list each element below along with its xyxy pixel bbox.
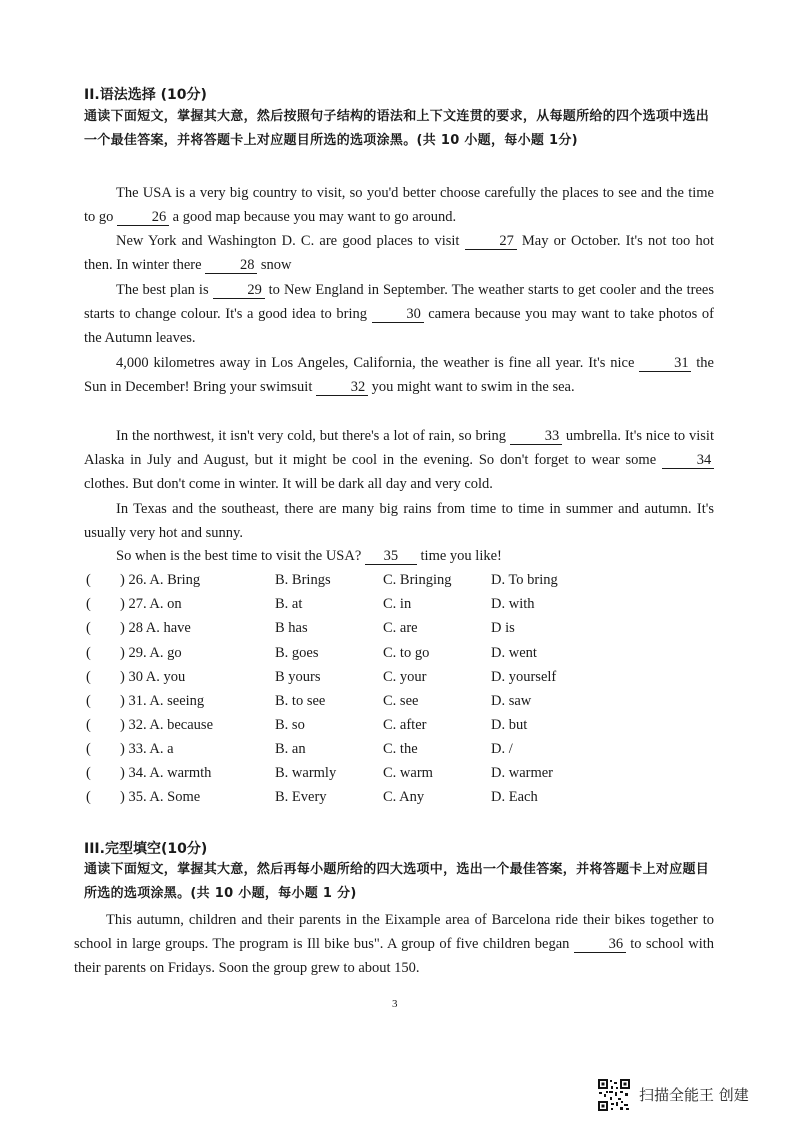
passage-text: you might want to swim in the sea. <box>371 379 575 395</box>
passage-text: the Sun in December! Bring your swimsuit <box>84 355 714 395</box>
passage-text: a good map because you may want to go around. <box>172 209 457 225</box>
question-row-30 <box>86 669 716 693</box>
option-b: B. to see <box>275 693 326 709</box>
blank-32: 32 <box>316 379 368 396</box>
option-a: ) 32. A. because <box>120 717 214 733</box>
question-row-31 <box>86 693 716 717</box>
passage-3-paragraph-1 <box>74 908 714 980</box>
scanner-watermark <box>597 1078 787 1118</box>
passage-text: time you like! <box>420 548 502 564</box>
option-a: ) 31. A. seeing <box>120 693 205 709</box>
option-a: ) 30 A. you <box>120 669 186 685</box>
passage-text: The best plan is <box>116 282 209 298</box>
passage-paragraph-1 <box>84 181 714 229</box>
answer-paren[interactable]: ( <box>86 620 91 636</box>
section-2-title: II.语法选择 (10分) <box>84 87 207 103</box>
answer-paren[interactable]: ( <box>86 741 91 757</box>
option-b: B yours <box>275 669 321 685</box>
passage-paragraph-4 <box>84 351 714 399</box>
answer-paren[interactable]: ( <box>86 765 91 781</box>
passage-paragraph-3 <box>84 278 714 350</box>
blank-27: 27 <box>465 233 517 250</box>
passage-paragraph-6: In Texas and the southeast, there are many big rains from time to time in summer and autumn. It's usually very hot and sunny. <box>84 501 714 541</box>
question-row-35 <box>86 789 716 813</box>
blank-35: 35 <box>365 548 417 565</box>
blank-26: 26 <box>117 209 169 226</box>
option-c: C. in <box>383 596 412 612</box>
option-c: C. see <box>383 693 419 709</box>
option-d: D. but <box>491 717 528 733</box>
option-a: ) 29. A. go <box>120 645 182 661</box>
passage-text: New York and Washington D. C. are good places to visit <box>116 233 460 249</box>
option-b: B. Brings <box>275 572 331 588</box>
section-3-instruction: 通读下面短文，掌握其大意，然后再每小题所给的四大选项中，选出一个最佳答案，并将答题卡上对应题目所选的选项涂黑。(共 10 小题，每小题 1 分) <box>84 862 710 901</box>
answer-paren[interactable]: ( <box>86 693 91 709</box>
option-a: ) 33. A. a <box>120 741 174 757</box>
passage-text: camera because you may want to take photos of the Autumn leaves. <box>84 306 714 346</box>
option-a: ) 28 A. have <box>120 620 191 636</box>
watermark-text: 扫描全能王 创建 <box>639 1086 749 1104</box>
passage-text: to school with their parents on Fridays. Soon the group grew to about 150. <box>74 936 715 976</box>
passage-paragraph-7 <box>116 548 502 565</box>
option-d: D. Each <box>491 789 538 805</box>
option-b: B. an <box>275 741 306 757</box>
question-row-27 <box>86 596 716 620</box>
blank-34: 34 <box>662 452 714 469</box>
passage-text: In the northwest, it isn't very cold, but there's a lot of rain, so bring <box>116 428 507 444</box>
qr-code-icon <box>597 1078 631 1112</box>
question-row-29 <box>86 645 716 669</box>
option-b: B. at <box>275 596 303 612</box>
question-row-28 <box>86 620 716 644</box>
passage-text: umbrella. It's nice to visit Alaska in July and August, but it might be cool in the evening. So don't forget to wear some <box>84 428 714 468</box>
answer-paren[interactable]: ( <box>86 717 91 733</box>
option-d: D. / <box>491 741 513 757</box>
option-d: D. yourself <box>491 669 557 685</box>
option-c: C. your <box>383 669 427 685</box>
passage-text: 4,000 kilometres away in Los Angeles, California, the weather is fine all year. It's nice <box>116 355 635 371</box>
blank-28: 28 <box>205 257 257 274</box>
blank-33: 33 <box>510 428 562 445</box>
question-row-34 <box>86 765 716 789</box>
section-3-title: III.完型填空(10分) <box>84 841 208 857</box>
option-d: D. went <box>491 645 537 661</box>
option-b: B. Every <box>275 789 327 805</box>
option-c: C. Bringing <box>383 572 452 588</box>
option-c: C. warm <box>383 765 433 781</box>
passage-text: snow <box>260 257 292 273</box>
option-c: C. are <box>383 620 418 636</box>
section-2-instruction: 通读下面短文，掌握其大意，然后按照句子结构的语法和上下文连贯的要求，从每题所给的四个选项中选出一个最佳答案，并将答题卡上对应题目所选的选项涂黑。(共 10 小题，每小题 1分) <box>84 109 710 148</box>
option-a: ) 27. A. on <box>120 596 182 612</box>
option-d: D is <box>491 620 515 636</box>
question-row-33 <box>86 741 716 765</box>
option-a: ) 26. A. Bring <box>120 572 201 588</box>
answer-paren[interactable]: ( <box>86 645 91 661</box>
option-a: ) 34. A. warmth <box>120 765 212 781</box>
blank-31: 31 <box>639 355 691 372</box>
blank-36: 36 <box>574 936 626 953</box>
passage-paragraph-2 <box>84 229 714 277</box>
blank-30: 30 <box>372 306 424 323</box>
option-b: B. goes <box>275 645 319 661</box>
passage-text: May or October. It's not too hot then. In winter there <box>84 233 715 273</box>
answer-paren[interactable]: ( <box>86 596 91 612</box>
passage-text: The USA is a very big country to visit, so you'd better choose carefully the places to see and the time to go <box>84 185 714 225</box>
option-d: D. To bring <box>491 572 558 588</box>
answer-paren[interactable]: ( <box>86 669 91 685</box>
question-row-32 <box>86 717 716 741</box>
option-c: C. Any <box>383 789 425 805</box>
option-b: B. warmly <box>275 765 337 781</box>
passage-text: clothes. But don't come in winter. It will be dark all day and very cold. <box>84 476 493 492</box>
passage-paragraph-5 <box>84 424 714 496</box>
page-number: 3 <box>392 998 398 1010</box>
option-a: ) 35. A. Some <box>120 789 201 805</box>
option-c: C. to go <box>383 645 430 661</box>
answer-paren[interactable]: ( <box>86 572 91 588</box>
option-b: B. so <box>275 717 305 733</box>
option-b: B has <box>275 620 308 636</box>
option-d: D. with <box>491 596 535 612</box>
option-c: C. after <box>383 717 427 733</box>
answer-paren[interactable]: ( <box>86 789 91 805</box>
passage-text: This autumn, children and their parents in the Eixample area of Barcelona ride their bikes together to school in large groups. The program is Ill bike bus". A group of five children began <box>74 912 714 952</box>
option-c: C. the <box>383 741 418 757</box>
passage-text: So when is the best time to visit the USA? <box>116 548 362 564</box>
passage-text: to New England in September. The weather starts to get cooler and the trees starts to change colour. It's a good idea to bring <box>84 282 715 322</box>
question-row-26 <box>86 572 716 596</box>
blank-29: 29 <box>213 282 265 299</box>
option-d: D. saw <box>491 693 532 709</box>
option-d: D. warmer <box>491 765 554 781</box>
